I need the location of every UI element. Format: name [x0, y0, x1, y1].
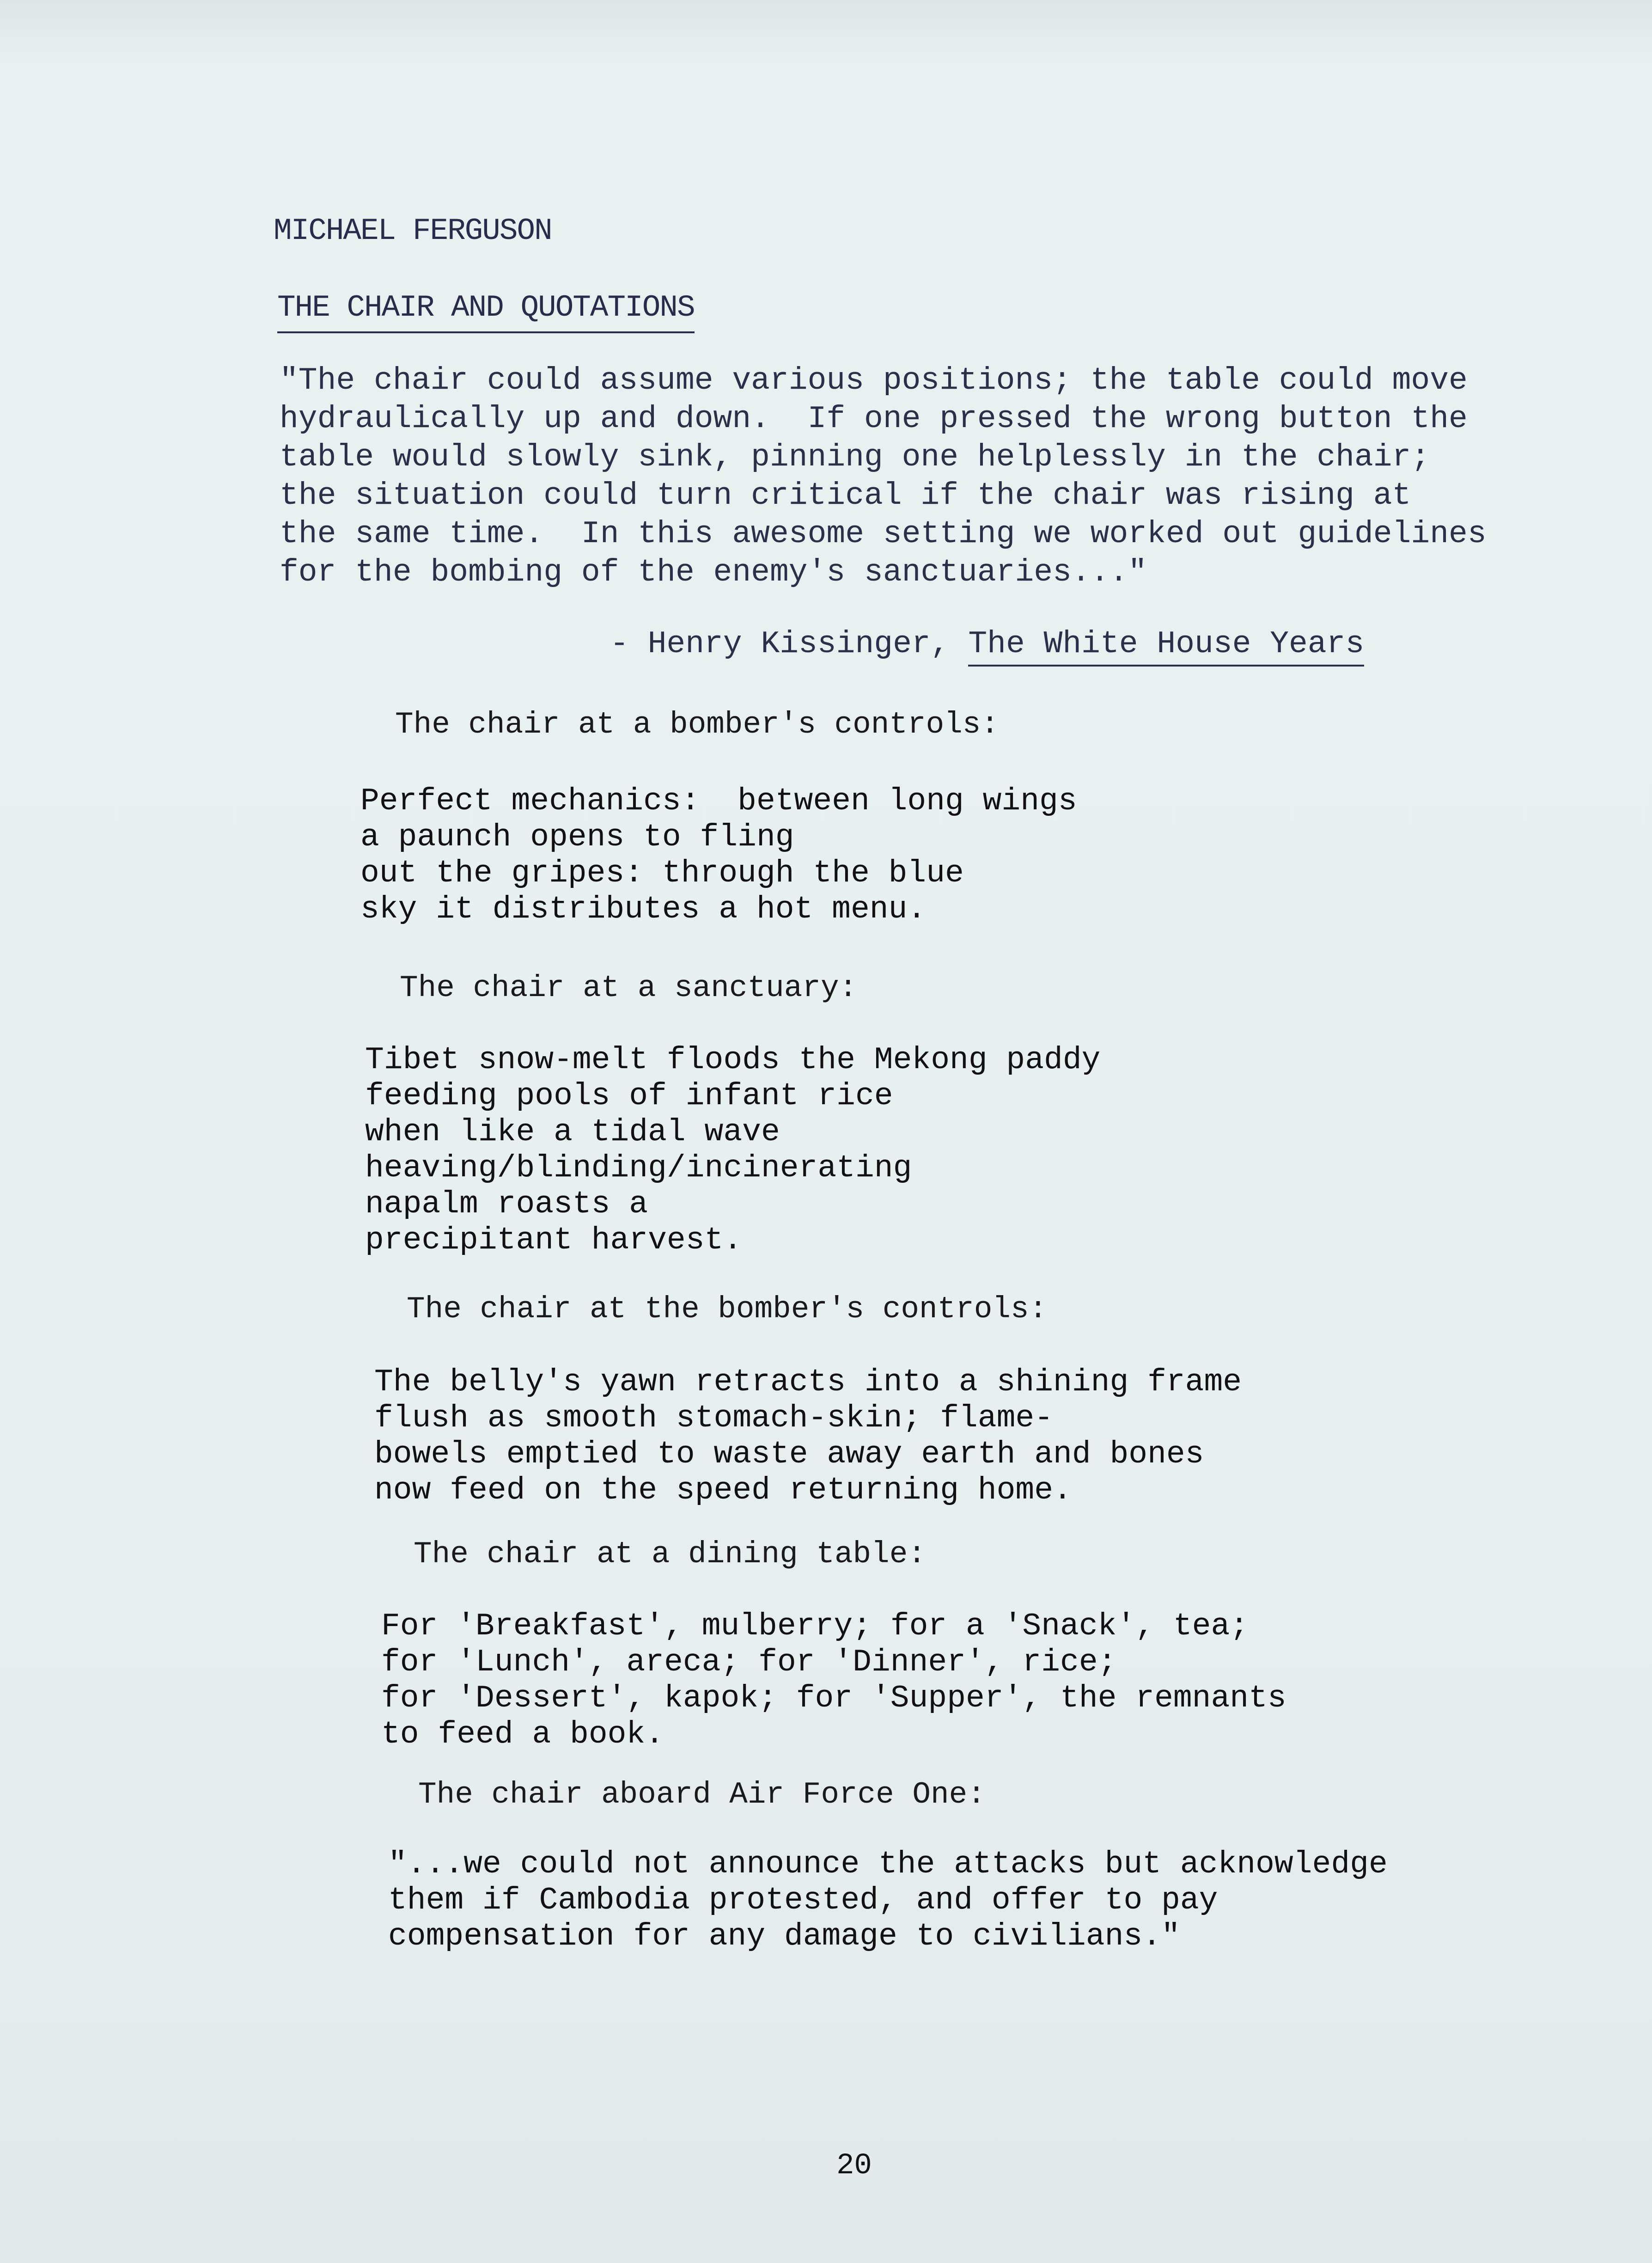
stanza-line: heaving/blinding/incinerating — [365, 1150, 912, 1186]
stanza-line: for 'Lunch', areca; for 'Dinner', rice; — [381, 1645, 1117, 1680]
stanza-line: now feed on the speed returning home. — [374, 1473, 1072, 1508]
author-name: MICHAEL FERGUSON — [274, 214, 552, 248]
poem-title: THE CHAIR AND QUOTATIONS — [277, 290, 695, 333]
stanza-line: Tibet snow-melt floods the Mekong paddy — [365, 1042, 1101, 1078]
epigraph-quote — [280, 361, 1487, 592]
stanza — [360, 783, 1077, 928]
attribution-book-title: The White House Years — [968, 626, 1364, 667]
epigraph-line: the same time. In this awesome setting we worked out guidelines — [280, 516, 1487, 552]
epigraph-line: the situation could turn critical if the chair was rising at — [280, 478, 1411, 514]
stanza-line: precipitant harvest. — [365, 1223, 743, 1258]
stanza-line: feeding pools of infant rice — [365, 1078, 893, 1114]
epigraph-line: hydraulically up and down. If one pressed the wrong button the — [280, 401, 1468, 437]
section-heading: The chair at a dining table: — [414, 1537, 926, 1572]
stanza — [381, 1609, 1286, 1753]
stanza-line: out the gripes: through the blue — [360, 856, 964, 891]
stanza-line: a paunch opens to fling — [360, 820, 794, 855]
stanza-line: to feed a book. — [381, 1717, 664, 1752]
stanza-line: compensation for any damage to civilians." — [388, 1919, 1180, 1954]
stanza — [374, 1364, 1242, 1509]
page-number: 20 — [836, 2149, 872, 2183]
section-heading: The chair at a bomber's controls: — [395, 707, 1000, 742]
epigraph-attribution — [610, 626, 1364, 662]
stanza-line: The belly's yawn retracts into a shining frame — [374, 1364, 1242, 1400]
section-heading: The chair at the bomber's controls: — [407, 1292, 1048, 1327]
epigraph-line: for the bombing of the enemy's sanctuaries..." — [280, 555, 1147, 590]
attribution-author: - Henry Kissinger, — [610, 626, 969, 662]
epigraph-line: "The chair could assume various positions; the table could move — [280, 363, 1468, 398]
stanza-line: flush as smooth stomach-skin; flame- — [374, 1401, 1054, 1436]
stanza — [365, 1042, 1100, 1259]
epigraph-line: table would slowly sink, pinning one helplessly in the chair; — [280, 440, 1430, 475]
stanza-line: For 'Breakfast', mulberry; for a 'Snack', tea; — [381, 1609, 1249, 1644]
section-heading: The chair aboard Air Force One: — [418, 1777, 986, 1812]
stanza-line: bowels emptied to waste away earth and bones — [374, 1437, 1204, 1472]
stanza-line: for 'Dessert', kapok; for 'Supper', the remnants — [381, 1681, 1286, 1716]
stanza-line: them if Cambodia protested, and offer to pay — [388, 1883, 1218, 1918]
stanza-line: napalm roasts a — [365, 1187, 648, 1222]
stanza-line: when like a tidal wave — [365, 1114, 780, 1150]
stanza — [388, 1847, 1388, 1955]
stanza-line: Perfect mechanics: between long wings — [360, 783, 1077, 819]
stanza-line: "...we could not announce the attacks but acknowledge — [388, 1847, 1388, 1882]
stanza-line: sky it distributes a hot menu. — [360, 892, 927, 927]
section-heading: The chair at a sanctuary: — [400, 971, 858, 1005]
